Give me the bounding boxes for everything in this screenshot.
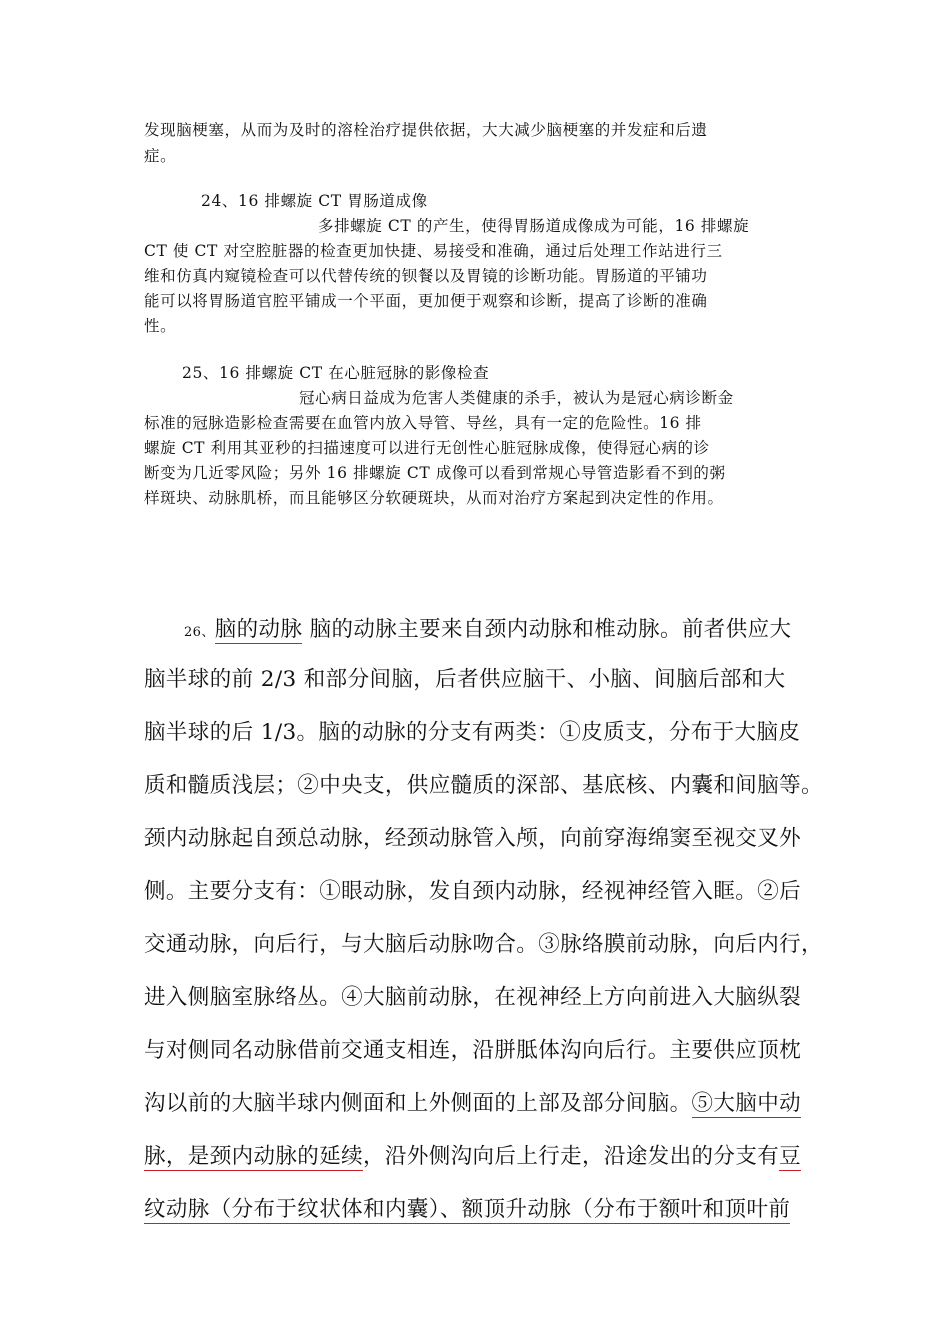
text-line — [144, 1192, 790, 1223]
text-line: 多排螺旋 CT 的产生，使得胃肠道成像成为可能，16 排螺旋 — [318, 217, 750, 235]
text-line: 冠心病日益成为危害人类健康的杀手，被认为是冠心病诊断金 — [299, 389, 734, 407]
section-26-number: 26、 — [184, 625, 215, 640]
text-line: 能可以将胃肠道官腔平铺成一个平面，更加便于观察和诊断，提高了诊断的准确 — [144, 292, 708, 310]
text-run: ，沿外侧沟向后上行走，沿途发出的分支有 — [363, 1144, 780, 1169]
text-line: 螺旋 CT 利用其亚秒的扫描速度可以进行无创性心脏冠脉成像，使得冠心病的诊 — [144, 439, 710, 457]
text-line: 样斑块、动脉肌桥，而且能够区分软硬斑块，从而对治疗方案起到决定性的作用。 — [144, 489, 724, 507]
text-line: 脑半球的前 2/3 和部分间脑，后者供应脑干、小脑、间脑后部和大 — [144, 667, 786, 692]
text-line: 标准的冠脉造影检查需要在血管内放入导管、导丝，具有一定的危险性。16 排 — [144, 414, 702, 432]
text-line: 与对侧同名动脉借前交通支相连，沿胼胝体沟向后行。主要供应顶枕 — [144, 1038, 802, 1063]
section-26-title: 脑的动脉 — [214, 617, 303, 642]
text-line: 侧。主要分支有：①眼动脉，发自颈内动脉，经视神经管入眶。②后 — [144, 879, 802, 904]
text-line: 颈内动脉起自颈总动脉，经颈动脉管入颅，向前穿海绵窦至视交叉外 — [144, 826, 802, 851]
underlined-run: 豆 — [779, 1144, 802, 1169]
text-run: 脑的动脉主要来自颈内动脉和椎动脉。前者供应大 — [302, 617, 792, 642]
text-line — [144, 1139, 801, 1170]
text-line: 症。 — [144, 147, 177, 165]
text-line: 进入侧脑室脉络丛。④大脑前动脉，在视神经上方向前进入大脑纵裂 — [144, 985, 802, 1010]
underlined-run: ⑤大脑中动 — [691, 1091, 802, 1116]
text-line: 断变为几近零风险；另外 16 排螺旋 CT 成像可以看到常规心导管造影看不到的粥 — [144, 464, 726, 482]
text-line: CT 使 CT 对空腔脏器的检查更加快捷、易接受和准确，通过后处理工作站进行三 — [144, 242, 723, 260]
text-line: 性。 — [144, 317, 177, 335]
section-25-heading: 25、16 排螺旋 CT 在心脏冠脉的影像检查 — [182, 364, 490, 382]
text-run: 沟以前的大脑半球内侧面和上外侧面的上部及部分间脑。 — [144, 1091, 692, 1116]
text-line — [184, 612, 791, 643]
text-line: 质和髓质浅层；②中央支，供应髓质的深部、基底核、内囊和间脑等。 — [144, 773, 823, 798]
underlined-run: 脉，是颈内动脉的延续 — [144, 1144, 364, 1169]
text-line: 维和仿真内窥镜检查可以代替传统的钡餐以及胃镜的诊断功能。胃肠道的平铺功 — [144, 267, 708, 285]
text-line — [144, 1086, 801, 1117]
underlined-run: 纹动脉（分布于纹状体和内囊）、额顶升动脉（分布于额叶和顶叶前 — [144, 1197, 791, 1222]
text-line: 交通动脉，向后行，与大脑后动脉吻合。③脉络膜前动脉，向后内行， — [144, 932, 823, 957]
text-line: 发现脑梗塞，从而为及时的溶栓治疗提供依据，大大减少脑梗塞的并发症和后遗 — [144, 121, 708, 139]
text-line: 脑半球的后 1/3。脑的动脉的分支有两类：①皮质支，分布于大脑皮 — [144, 720, 801, 745]
section-24-heading: 24、16 排螺旋 CT 胃肠道成像 — [201, 192, 428, 210]
